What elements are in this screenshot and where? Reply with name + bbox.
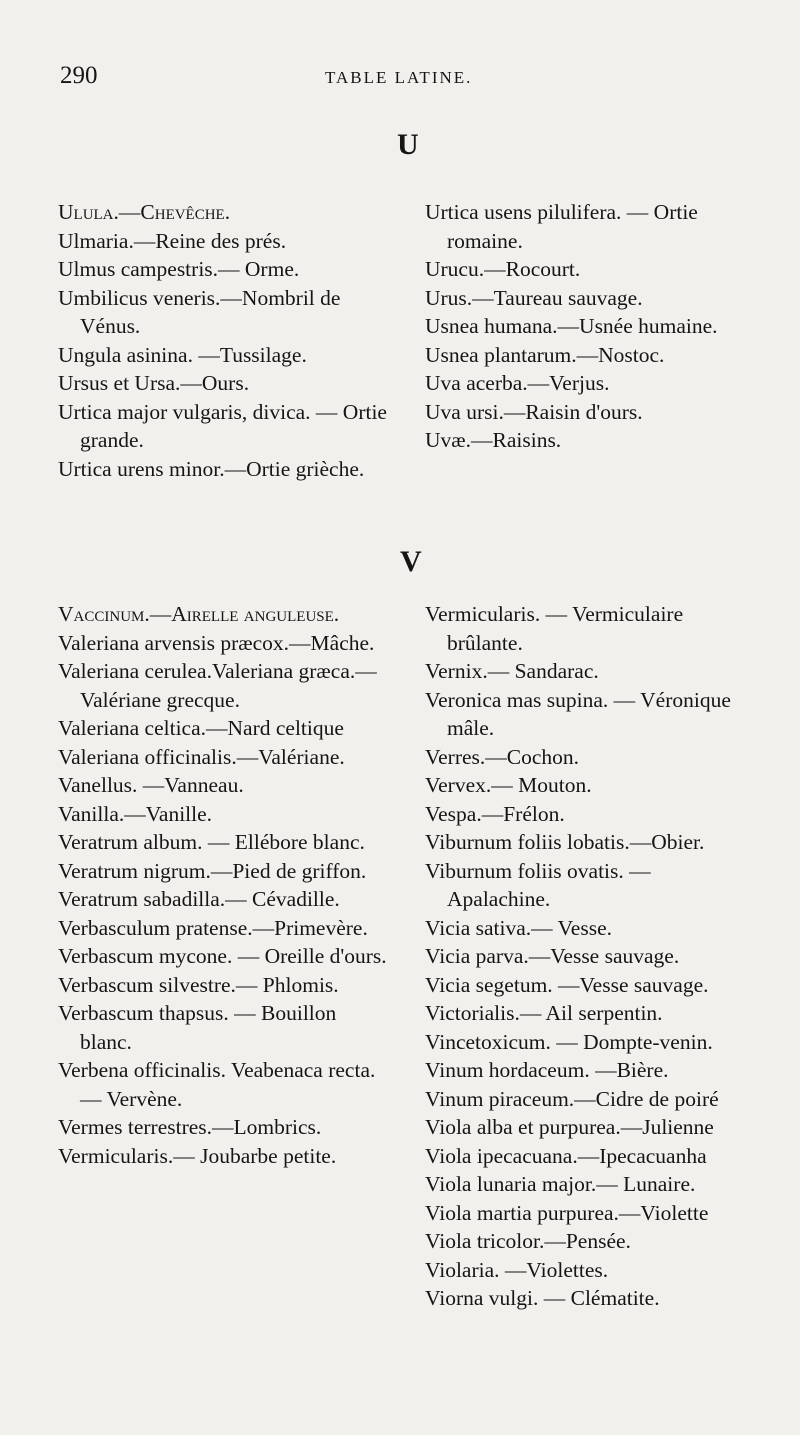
section-u-right-column xyxy=(425,198,755,455)
index-entry: Verbena officinalis. Veabenaca recta. — Vervène. xyxy=(58,1058,376,1111)
index-entry: Valeriana celtica.—Nard celtique xyxy=(58,716,344,740)
index-entry: Urtica major vulgaris, divica. — Ortie grande. xyxy=(58,399,387,452)
section-letter-v: V xyxy=(400,545,422,578)
index-entry: Viola lunaria major.— Lunaire. xyxy=(425,1172,696,1196)
section-u-left-column xyxy=(58,198,388,483)
index-entry: Verbascum mycone. — Oreille d'ours. xyxy=(58,944,387,968)
index-entry: Vicia sativa.— Vesse. xyxy=(425,915,612,940)
index-entry: Vermicularis.— Joubarbe petite. xyxy=(58,1143,337,1168)
index-entry: Vincetoxicum. — Dompte-venin. xyxy=(425,1029,713,1054)
index-entry: Veratrum nigrum.—Pied de griffon. xyxy=(58,858,367,883)
index-entry: Victorialis.— Ail serpentin. xyxy=(425,1001,663,1025)
section-v-right-column xyxy=(425,600,755,1313)
index-entry: Vermicularis. — Vermiculaire brûlante. xyxy=(425,602,684,655)
index-entry: Verbasculum pratense.—Primevère. xyxy=(58,915,368,940)
index-entry: Vicia segetum. —Vesse sauvage. xyxy=(425,972,709,997)
index-entry: Vinum hordaceum. —Bière. xyxy=(425,1058,669,1082)
page-header xyxy=(0,62,800,98)
index-entry: Viola ipecacuana.—Ipecacuanha xyxy=(425,1143,707,1168)
index-entry: Urtica urens minor.—Ortie grièche. xyxy=(58,456,365,481)
index-entry: Ulmus campestris.— Orme. xyxy=(58,257,300,281)
index-entry: Violaria. —Violettes. xyxy=(425,1257,609,1282)
index-entry: Ungula asinina. —Tussilage. xyxy=(58,342,307,367)
index-entry: Vanellus. —Vanneau. xyxy=(58,773,244,797)
index-entry: Usnea humana.—Usnée humaine. xyxy=(425,314,718,338)
index-entry: Vernix.— Sandarac. xyxy=(425,659,599,683)
index-entry: Vespa.—Frélon. xyxy=(425,801,565,826)
running-title: TABLE LATINE. xyxy=(325,68,473,87)
index-entry: Uvæ.—Raisins. xyxy=(425,428,562,452)
index-entry: Vervex.— Mouton. xyxy=(425,773,592,797)
section-letter-u: U xyxy=(397,128,419,161)
index-entry: Valeriana officinalis.—Valériane. xyxy=(58,744,345,769)
index-entry: Umbilicus veneris.—Nombril de Vénus. xyxy=(58,285,341,338)
index-entry: Veratrum sabadilla.— Cévadille. xyxy=(58,887,340,911)
index-entry: Veronica mas supina. — Véronique mâle. xyxy=(425,687,731,740)
index-entry: Valeriana cerulea.Valeriana græca.—Valériane grecque. xyxy=(58,659,377,712)
index-entry: Viola martia purpurea.—Violette xyxy=(425,1200,709,1225)
index-entry: Veratrum album. — Ellébore blanc. xyxy=(58,830,365,854)
index-entry: Usnea plantarum.—Nostoc. xyxy=(425,342,665,367)
index-entry: Vermes terrestres.—Lombrics. xyxy=(58,1115,322,1139)
index-entry: Viola alba et purpurea.—Julienne xyxy=(425,1115,714,1139)
index-entry: Urtica usens pilulifera. — Ortie romaine. xyxy=(425,200,698,253)
index-entry: Verres.—Cochon. xyxy=(425,744,580,769)
index-entry: Vanilla.—Vanille. xyxy=(58,801,213,826)
index-entry: Ulula.—Chevêche. xyxy=(58,200,231,224)
index-entry: Urus.—Taureau sauvage. xyxy=(425,285,643,310)
index-entry: Viorna vulgi. — Clématite. xyxy=(425,1286,660,1310)
index-entry: Uva ursi.—Raisin d'ours. xyxy=(425,399,643,424)
index-entry: Ulmaria.—Reine des prés. xyxy=(58,228,287,253)
index-entry: Valeriana arvensis præcox.—Mâche. xyxy=(58,630,375,655)
index-entry: Ursus et Ursa.—Ours. xyxy=(58,371,250,395)
index-entry: Vicia parva.—Vesse sauvage. xyxy=(425,944,680,968)
index-entry: Viburnum foliis ovatis. — Apalachine. xyxy=(425,858,651,911)
index-entry: Vaccinum.—Airelle anguleuse. xyxy=(58,602,340,626)
section-v-left-column xyxy=(58,600,388,1170)
index-entry: Vinum piraceum.—Cidre de poiré xyxy=(425,1086,719,1111)
index-entry: Verbascum silvestre.— Phlomis. xyxy=(58,972,339,997)
index-entry: Viburnum foliis lobatis.—Obier. xyxy=(425,830,705,854)
index-entry: Verbascum thapsus. — Bouillon blanc. xyxy=(58,1001,337,1054)
page-number: 290 xyxy=(60,62,98,89)
index-entry: Uva acerba.—Verjus. xyxy=(425,371,610,395)
index-entry: Viola tricolor.—Pensée. xyxy=(425,1229,631,1253)
index-entry: Urucu.—Rocourt. xyxy=(425,257,581,281)
